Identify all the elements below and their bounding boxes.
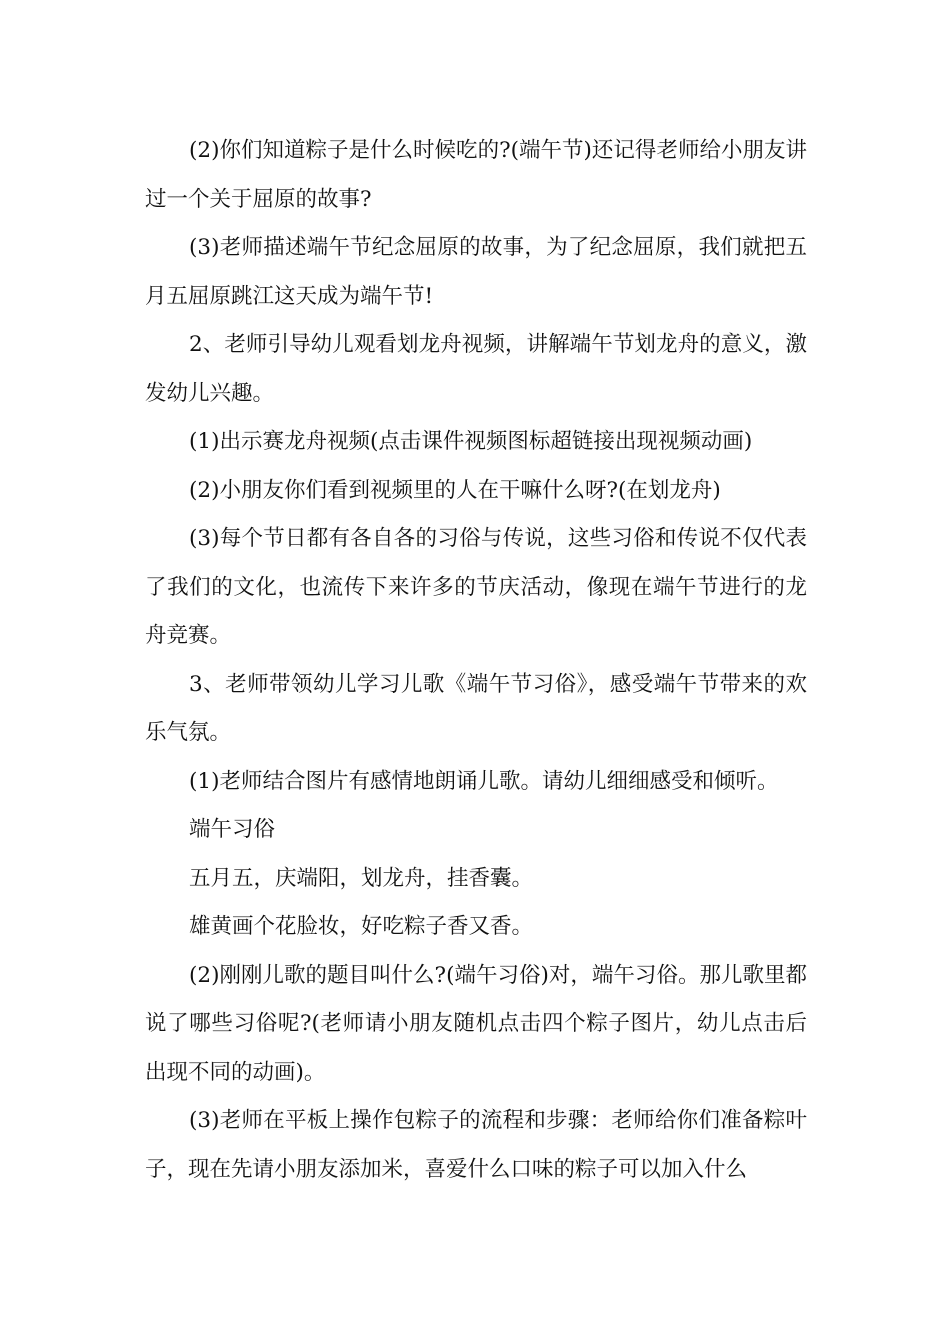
paragraph-rhyme-discussion: (2)刚刚儿歌的题目叫什么?(端午习俗)对，端午习俗。那儿歌里都说了哪些习俗呢?(老师请小朋友随机点击四个粽子图片，幼儿点击后出现不同的动画)。 — [145, 962, 807, 1085]
paragraph-customs-and-legends: (3)每个节日都有各自各的习俗与传说，这些习俗和传说不仅代表了我们的文化，也流传下来许多的节庆活动，像现在端午节进行的龙舟竞赛。 — [145, 526, 807, 648]
paragraph-recite-rhyme: (1)老师结合图片有感情地朗诵儿歌。请幼儿细细感受和倾听。 — [189, 768, 779, 794]
paragraph-what-are-they-doing: (2)小朋友你们看到视频里的人在干嘛什么呀?(在划龙舟) — [189, 477, 721, 503]
paragraph-step-2-dragon-boat-video: 2、老师引导幼儿观看划龙舟视频，讲解端午节划龙舟的意义，激发幼儿兴趣。 — [145, 332, 807, 406]
document-body — [145, 127, 807, 1194]
paragraph-step-3-learn-rhyme: 3、老师带领幼儿学习儿歌《端午节习俗》，感受端午节带来的欢乐气氛。 — [145, 671, 807, 745]
rhyme-line-1: 五月五，庆端阳，划龙舟，挂香囊。 — [189, 865, 534, 891]
paragraph-make-zongzi: (3)老师在平板上操作包粽子的流程和步骤：老师给你们准备粽叶子，现在先请小朋友添加米，喜爱什么口味的粽子可以加入什么 — [145, 1108, 807, 1182]
paragraph-qu-yuan-story: (3)老师描述端午节纪念屈原的故事，为了纪念屈原，我们就把五月五屈原跳江这天成为端午节! — [145, 235, 807, 309]
rhyme-title: 端午习俗 — [189, 817, 276, 842]
paragraph-question-2-dragon-boat-festival: (2)你们知道粽子是什么时候吃的?(端午节)还记得老师给小朋友讲过一个关于屈原的故事? — [145, 138, 807, 212]
paragraph-show-video: (1)出示赛龙舟视频(点击课件视频图标超链接出现视频动画) — [189, 429, 753, 454]
rhyme-line-2: 雄黄画个花脸妆，好吃粽子香又香。 — [189, 914, 534, 939]
